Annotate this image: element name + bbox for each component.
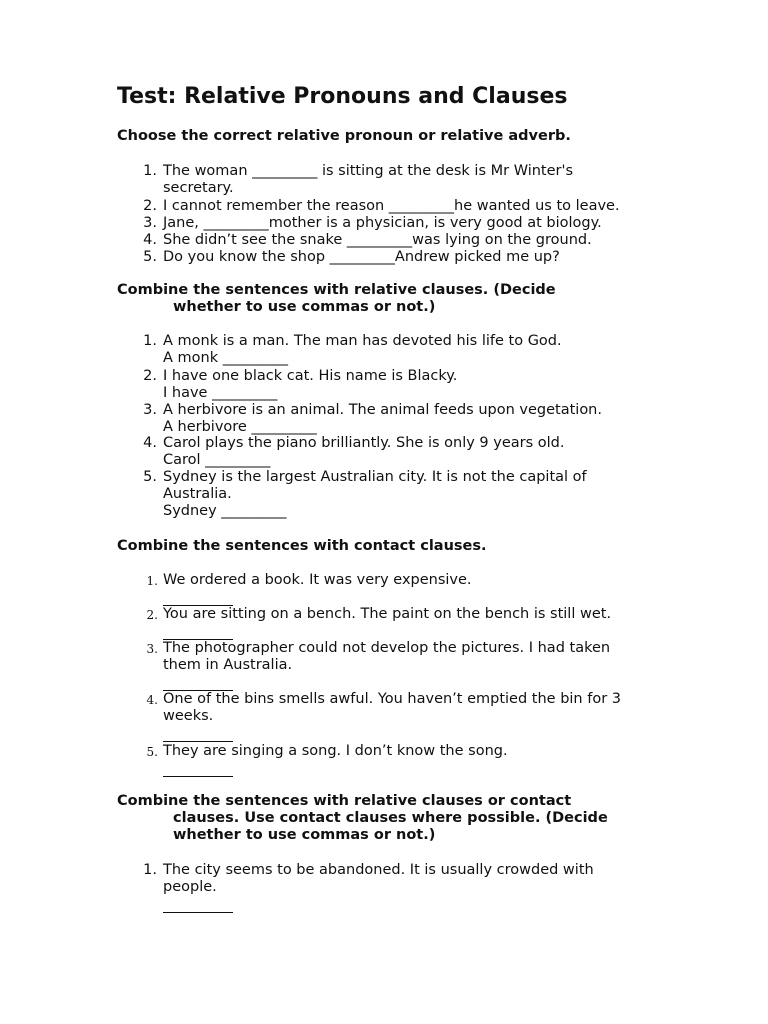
list-item	[146, 606, 663, 623]
item-text: A herbivore is an animal. The animal feeds upon vegetation.	[163, 402, 602, 418]
answer-blank	[163, 741, 233, 742]
instruction-line: Combine the sentences with relative clauses or contact	[117, 793, 572, 809]
item-number: 4.	[143, 435, 157, 451]
item-text: Carol plays the piano brilliantly. She is only 9 years old.	[163, 435, 565, 451]
list-item	[143, 368, 663, 402]
list-item	[146, 572, 663, 589]
item-text: them in Australia.	[163, 657, 293, 673]
item-text: Sydney _________	[163, 503, 287, 519]
item-number: 1.	[143, 163, 157, 179]
item-number: 1.	[143, 862, 157, 878]
item-number: 5.	[143, 249, 157, 265]
list-item	[143, 215, 663, 232]
item-text: I have _________	[163, 385, 278, 401]
item-text: She didn’t see the snake _________was lying on the ground.	[163, 232, 592, 248]
item-text: A monk is a man. The man has devoted his life to God.	[163, 333, 562, 349]
item-text: secretary.	[163, 180, 234, 196]
section2-instruction	[117, 282, 556, 316]
instruction-line: whether to use commas or not.)	[173, 299, 436, 315]
item-text: Australia.	[163, 486, 232, 502]
list-item	[146, 691, 663, 725]
section4-instruction	[117, 793, 608, 844]
item-number: 3.	[143, 215, 157, 231]
item-number: 2.	[143, 368, 157, 384]
item-text: weeks.	[163, 708, 214, 724]
list-item	[146, 640, 663, 674]
list-item	[143, 469, 663, 520]
list-item	[143, 435, 663, 469]
item-text: One of the bins smells awful. You haven’t emptied the bin for 3	[163, 691, 621, 707]
item-number: 3.	[143, 402, 157, 418]
instruction-line: Combine the sentences with relative clauses. (Decide	[117, 282, 556, 298]
item-text: A monk _________	[163, 350, 288, 366]
item-number: 5.	[146, 745, 158, 759]
list-item	[143, 232, 663, 249]
item-text: The city seems to be abandoned. It is usually crowded with	[163, 862, 594, 878]
item-text: You are sitting on a bench. The paint on the bench is still wet.	[163, 606, 612, 622]
item-text: people.	[163, 879, 217, 895]
instruction-line: whether to use commas or not.)	[173, 827, 436, 843]
list-item	[143, 163, 663, 197]
list-item	[143, 862, 663, 896]
list-item	[146, 743, 663, 760]
section3-instruction: Combine the sentences with contact clauses.	[117, 538, 487, 554]
item-number: 2.	[143, 198, 157, 214]
item-number: 4.	[143, 232, 157, 248]
item-number: 1.	[143, 333, 157, 349]
item-text: Do you know the shop _________Andrew picked me up?	[163, 249, 560, 265]
item-text: A herbivore _________	[163, 419, 317, 435]
page-title: Test: Relative Pronouns and Clauses	[117, 84, 568, 109]
section1-instruction: Choose the correct relative pronoun or relative adverb.	[117, 128, 571, 144]
item-text: We ordered a book. It was very expensive.	[163, 572, 472, 588]
list-item	[143, 333, 663, 367]
item-text: Jane, _________mother is a physician, is very good at biology.	[163, 215, 602, 231]
list-item	[143, 198, 663, 215]
item-text: Carol _________	[163, 452, 271, 468]
answer-blank	[163, 912, 233, 913]
answer-blank	[163, 776, 233, 777]
instruction-line: clauses. Use contact clauses where possible. (Decide	[173, 810, 608, 826]
item-number: 1.	[146, 574, 158, 588]
item-text: The photographer could not develop the pictures. I had taken	[163, 640, 611, 656]
item-text: Sydney is the largest Australian city. It is not the capital of	[163, 469, 587, 485]
item-text: I cannot remember the reason _________he wanted us to leave.	[163, 198, 620, 214]
item-number: 3.	[146, 642, 158, 656]
item-number: 2.	[146, 608, 158, 622]
item-text: I have one black cat. His name is Blacky.	[163, 368, 458, 384]
list-item	[143, 249, 663, 266]
item-text: The woman _________ is sitting at the desk is Mr Winter's	[163, 163, 574, 179]
item-number: 4.	[146, 693, 158, 707]
list-item	[143, 402, 663, 436]
item-number: 5.	[143, 469, 157, 485]
item-text: They are singing a song. I don’t know the song.	[163, 743, 508, 759]
